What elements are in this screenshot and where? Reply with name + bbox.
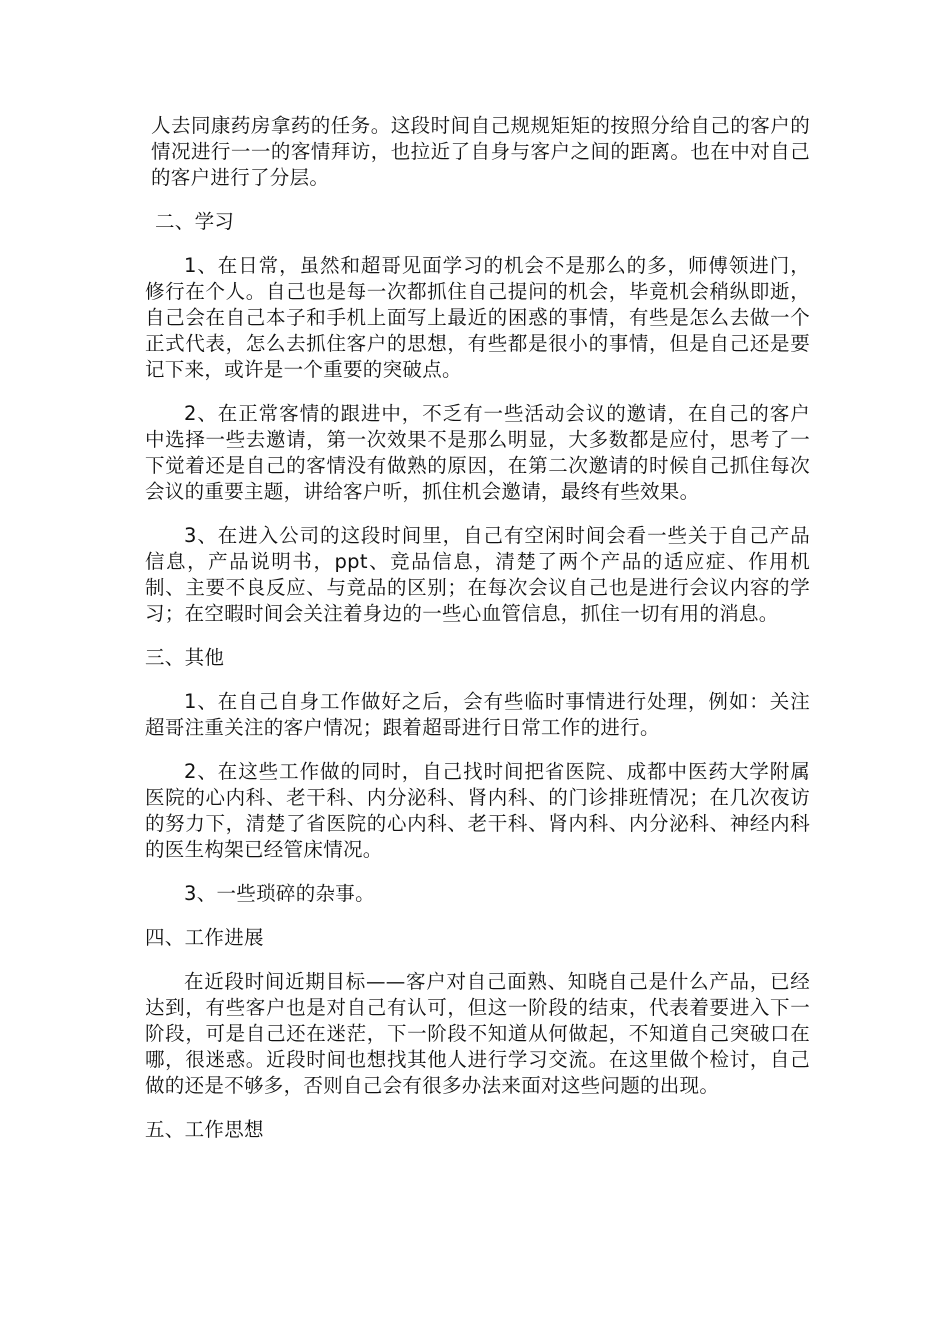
section-heading-study: 二、学习: [155, 210, 235, 233]
paragraph-study-2: 2、在正常客情的跟进中，不乏有一些活动会议的邀请，在自己的客户中选择一些去邀请，第一次效果不是那么明显，大多数都是应付，思考了一下觉着还是自己的客情没有做熟的原因，在第二次邀请的时候自己抓住每次会议的重要主题，讲给客户听，抓住机会邀请，最终有些效果。: [145, 402, 810, 503]
section-heading-thoughts: 五、工作思想: [145, 1118, 264, 1141]
section-heading-other: 三、其他: [145, 646, 225, 669]
paragraph-other-1: 1、在自己自身工作做好之后，会有些临时事情进行处理，例如：关注超哥注重关注的客户情况；跟着超哥进行日常工作的进行。: [145, 690, 810, 739]
paragraph-other-3: 3、一些琐碎的杂事。: [184, 882, 375, 905]
document-body: [145, 113, 810, 1161]
paragraph-study-1: 1、在日常，虽然和超哥见面学习的机会不是那么的多，师傅领进门，修行在个人。自己也是每一次都抓住自己提问的机会，毕竟机会稍纵即逝，自己会在自己本子和手机上面写上最近的困惑的事情，有些是怎么去做一个正式代表，怎么去抓住客户的思想，有些都是很小的事情，但是自己还是要记下来，或许是一个重要的突破点。: [145, 254, 810, 381]
paragraph-continued: 人去同康药房拿药的任务。这段时间自己规规矩矩的按照分给自己的客户的情况进行一一的客情拜访，也拉近了自身与客户之间的距离。也在中对自己的客户进行了分层。: [151, 114, 810, 189]
paragraph-progress: 在近段时间近期目标——客户对自己面熟、知晓自己是什么产品，已经达到，有些客户也是对自己有认可，但这一阶段的结束，代表着要进入下一阶段，可是自己还在迷茫，下一阶段不知道从何做起，不知道自己突破口在哪，很迷惑。近段时间也想找其他人进行学习交流。在这里做个检讨，自己做的还是不够多，否则自己会有很多办法来面对这些问题的出现。: [145, 970, 810, 1097]
paragraph-other-2: 2、在这些工作做的同时，自己找时间把省医院、成都中医药大学附属医院的心内科、老干科、内分泌科、肾内科、的门诊排班情况；在几次夜访的努力下，清楚了省医院的心内科、老干科、肾内科、内分泌科、神经内科的医生构架已经管床情况。: [145, 760, 810, 861]
section-heading-progress: 四、工作进展: [145, 926, 264, 949]
paragraph-study-3: 3、在进入公司的这段时间里，自己有空闲时间会看一些关于自己产品信息，产品说明书，ppt、竞品信息，清楚了两个产品的适应症、作用机制、主要不良反应、与竞品的区别；在每次会议自己也是进行会议内容的学习；在空暇时间会关注着身边的一些心血管信息，抓住一切有用的消息。: [145, 524, 810, 625]
